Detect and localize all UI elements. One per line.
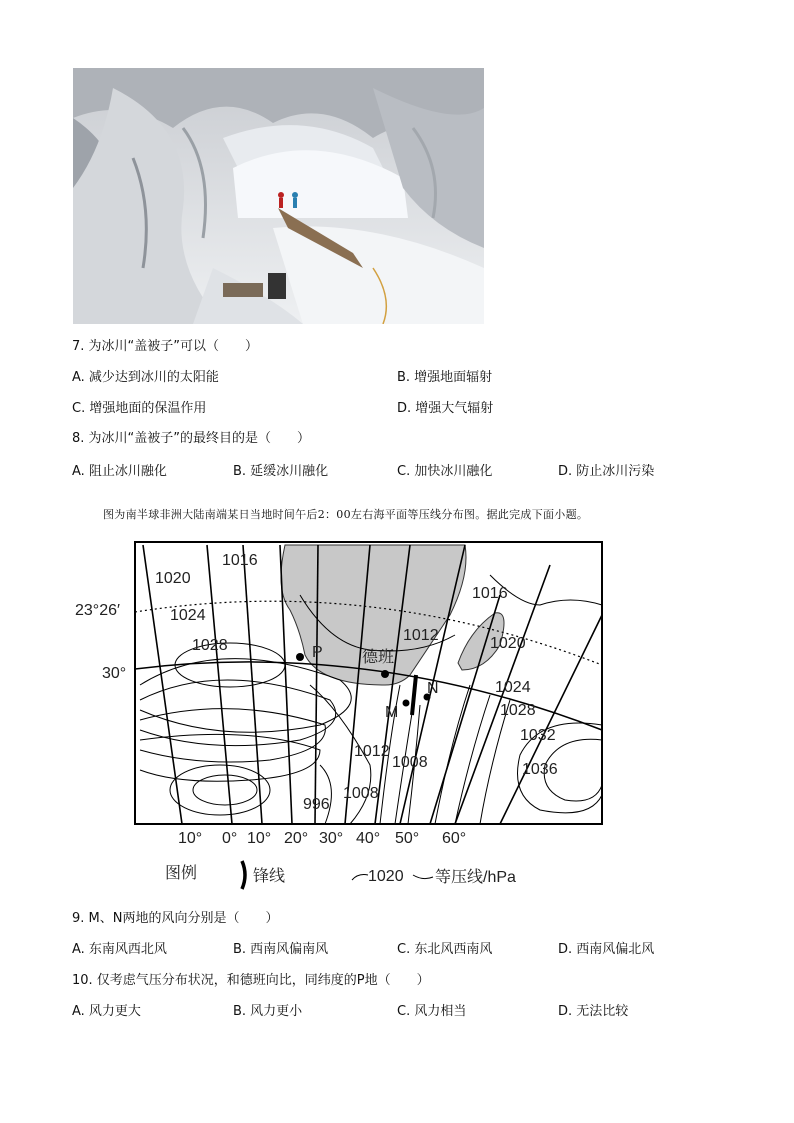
isobar-label: 1028	[500, 702, 536, 719]
question-8-option-c[interactable]: C. 加快冰川融化	[397, 464, 493, 479]
isobar-label: 1012	[354, 743, 390, 760]
question-9-option-b[interactable]: B. 西南风偏南风	[233, 942, 329, 957]
point-p-marker	[296, 653, 304, 661]
isobar-label: 996	[303, 796, 330, 813]
legend-isobar-value: 1020	[368, 868, 404, 885]
legend-front-label: 锋线	[253, 868, 286, 885]
map-legend	[165, 861, 516, 889]
isobar-label: 1020	[490, 635, 526, 652]
question-8-stem: 8. 为冰川“盖被子”的最终目的是（ ）	[72, 431, 311, 446]
question-8-option-b[interactable]: B. 延缓冰川融化	[233, 464, 329, 479]
question-9-option-c[interactable]: C. 东北风西南风	[397, 942, 493, 957]
point-m-marker	[403, 700, 410, 707]
lon-label: 40°	[356, 830, 381, 847]
legend-front-symbol	[242, 861, 245, 889]
isobar-label: 1032	[520, 727, 556, 744]
isobar-label: 1016	[222, 552, 258, 569]
lon-label: 50°	[395, 830, 420, 847]
lat-label-30: 30°	[102, 665, 127, 682]
longitude-labels	[178, 830, 466, 847]
question-10-option-b[interactable]: B. 风力更小	[233, 1004, 303, 1019]
point-m-label: M	[385, 704, 399, 721]
glacier-blanket-photo	[73, 68, 484, 324]
question-8-option-d[interactable]: D. 防止冰川污染	[558, 464, 655, 479]
question-7-option-b[interactable]: B. 增强地面辐射	[397, 370, 493, 385]
question-7-option-a[interactable]: A. 减少达到冰川的太阳能	[72, 370, 219, 385]
point-durban-marker	[381, 670, 389, 678]
point-n-label: N	[427, 680, 439, 697]
point-durban-label: 德班	[362, 649, 395, 666]
isobar-label: 1028	[192, 637, 228, 654]
isobar-label: 1008	[392, 754, 428, 771]
question-10-option-d[interactable]: D. 无法比较	[558, 1004, 629, 1019]
map-intro-text: 图为南半球非洲大陆南端某日当地时间午后2：00左右海平面等压线分布图。据此完成下面小题。	[103, 508, 589, 521]
isobar-label: 1016	[472, 585, 508, 602]
question-9-option-a[interactable]: A. 东南风西北风	[72, 942, 167, 957]
question-7-stem: 7. 为冰川“盖被子”可以（ ）	[72, 339, 259, 354]
isobar-label: 1012	[403, 627, 439, 644]
question-10-stem: 10. 仅考虑气压分布状况，和德班向比，同纬度的P地（ ）	[72, 973, 430, 988]
isobar-label: 1024	[495, 679, 531, 696]
isobar-label: 1008	[343, 785, 379, 802]
point-p-label: P	[312, 644, 323, 661]
legend-isobar-symbol-right	[413, 875, 433, 879]
legend-isobar-symbol-left	[352, 875, 368, 880]
isobar-label: 1036	[522, 761, 558, 778]
question-10-option-a[interactable]: A. 风力更大	[72, 1004, 141, 1019]
legend-isobar-label: 等压线/hPa	[435, 869, 516, 886]
lon-label: 30°	[319, 830, 344, 847]
question-7-option-c[interactable]: C. 增强地面的保温作用	[72, 401, 207, 416]
lon-label: 0°	[222, 830, 238, 847]
lon-label: 20°	[284, 830, 309, 847]
question-10-option-c[interactable]: C. 风力相当	[397, 1004, 467, 1019]
question-7-option-d[interactable]: D. 增强大气辐射	[397, 401, 494, 416]
isobar-label: 1020	[155, 570, 191, 587]
legend-title: 图例	[165, 865, 198, 882]
question-8-option-a[interactable]: A. 阻止冰川融化	[72, 464, 167, 479]
isobar-map	[70, 535, 630, 895]
question-9-option-d[interactable]: D. 西南风偏北风	[558, 942, 655, 957]
lon-label: 10°	[178, 830, 203, 847]
lon-label: 10°	[247, 830, 272, 847]
isobar-label: 1024	[170, 607, 206, 624]
question-9-stem: 9. M、N两地的风向分别是（ ）	[72, 911, 279, 926]
lon-label: 60°	[442, 830, 467, 847]
lat-label-tropic: 23°26′	[75, 602, 120, 619]
